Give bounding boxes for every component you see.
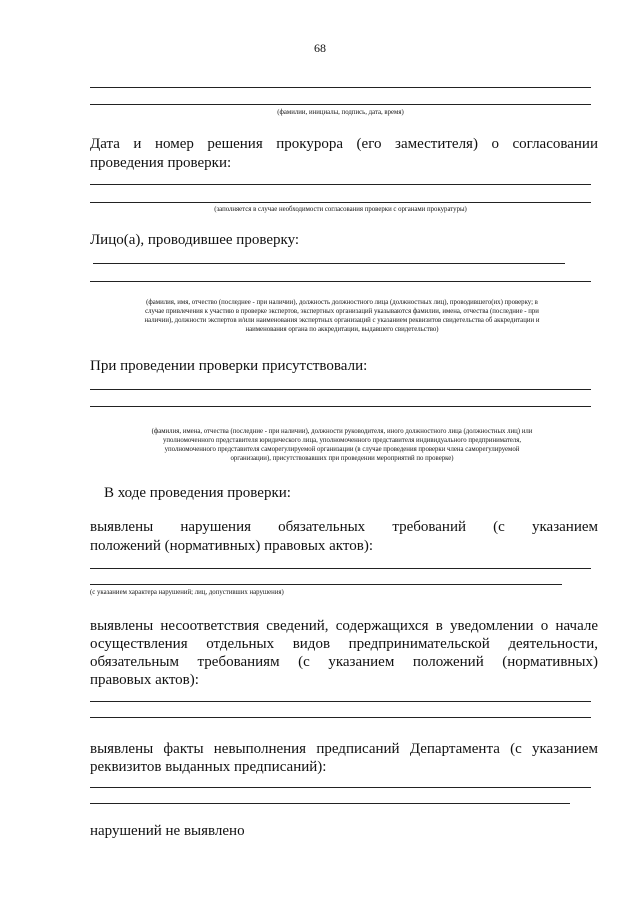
- present-heading: При проведении проверки присутствовали:: [90, 358, 368, 374]
- caption-inspector-line3: наличии), должности экспертов и/или наименования экспертных организаций с указанием реквизитов свидетельства об аккредитации и: [144, 317, 540, 324]
- violations-line2: положений (нормативных) правовых актов):: [90, 538, 373, 554]
- inconsistency-line-1: [90, 701, 591, 702]
- caption-present-line3: уполномоченного представителя саморегулируемой организации (в случае проведения проверки члена саморегулируемой: [164, 446, 520, 453]
- inspector-line-1: [93, 263, 565, 264]
- present-line-2: [90, 406, 591, 407]
- inconsistency-line-2: [90, 717, 591, 718]
- violations-line1: выявлены нарушения обязательных требований (с указанием: [90, 519, 598, 535]
- inspector-line-2: [90, 281, 591, 282]
- nonfulfillment-line1: выявлены факты невыполнения предписаний Департамента (с указанием: [90, 741, 598, 757]
- inspector-heading: Лицо(а), проводившее проверку:: [90, 232, 300, 248]
- nonfulfillment-line-2: [90, 803, 570, 804]
- during-heading: В ходе проведения проверки:: [104, 485, 291, 501]
- nonfulfillment-line2: реквизитов выданных предписаний):: [90, 759, 327, 775]
- inconsistency-line1: выявлены несоответствия сведений, содержащихся в уведомлении о начале: [90, 618, 598, 634]
- inconsistency-line2: осуществления отдельных видов предпринимательской деятельности,: [90, 636, 598, 652]
- caption-prosecutor: (заполняется в случае необходимости согласования проверки с органами прокуратуры): [214, 206, 467, 213]
- caption-inspector-line4: наименования органа по аккредитации, выдавшего свидетельство): [245, 326, 439, 333]
- caption-inspector-line2: случае привлечения к участию в проверке экспертов, экспертных организаций указываются фамилии, имена, отчества (последние - при: [145, 308, 539, 315]
- prosecutor-line-2: [90, 202, 591, 203]
- inconsistency-line4: правовых актов):: [90, 672, 199, 688]
- signature-line-2: [90, 104, 591, 105]
- inconsistency-line3: обязательным требованиям (с указанием положений (нормативных): [90, 654, 598, 670]
- caption-present-line4: организации), присутствовавших при проведении мероприятий по проверке): [230, 455, 454, 462]
- present-line-1: [90, 389, 591, 390]
- violations-line-1: [90, 568, 591, 569]
- violations-line-2: [90, 584, 562, 585]
- caption-present-line2: уполномоченного представителя юридического лица, уполномоченного представителя индивидуального предпринимателя,: [162, 437, 522, 444]
- page-number: 68: [314, 41, 326, 55]
- caption-violations: (с указанием характера нарушений; лиц, допустивших нарушения): [90, 589, 284, 596]
- prosecutor-line-1: [90, 184, 591, 185]
- signature-line-1: [90, 87, 591, 88]
- no-violations-text: нарушений не выявлено: [90, 823, 245, 839]
- prosecutor-heading-line1: Дата и номер решения прокурора (его заместителя) о согласовании: [90, 136, 598, 152]
- caption-signatures: (фамилии, инициалы, подпись, дата, время): [277, 109, 404, 116]
- prosecutor-heading-line2: проведения проверки:: [90, 155, 232, 171]
- caption-inspector-line1: (фамилия, имя, отчество (последнее - при наличии), должность должностного лица (должностных лиц), проводившего(их) проверку; в: [146, 299, 538, 306]
- caption-present-line1: (фамилия, имена, отчества (последние - при наличии), должности руководителя, иного должностного лица (должностных лиц) или: [151, 428, 533, 435]
- nonfulfillment-line-1: [90, 787, 591, 788]
